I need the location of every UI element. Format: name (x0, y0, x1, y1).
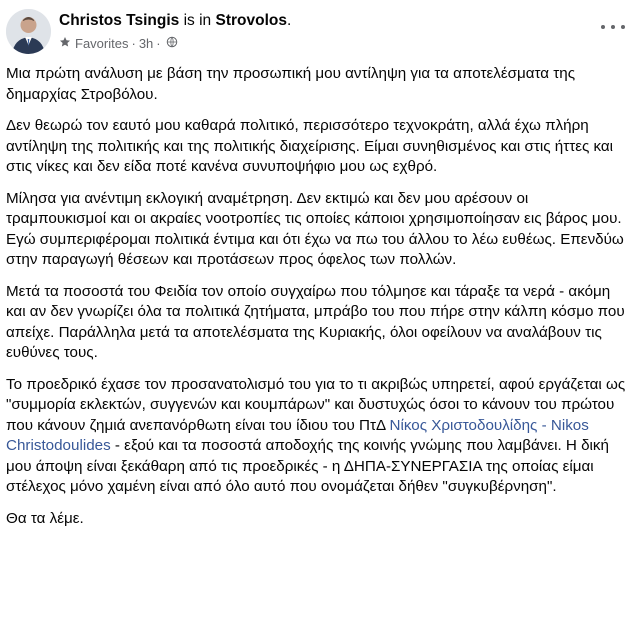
more-options-icon[interactable] (601, 19, 625, 35)
author-line (59, 11, 291, 31)
post-paragraph-5 (6, 375, 628, 498)
avatar-photo-icon (6, 9, 51, 54)
mention-link[interactable]: Νίκος Χριστοδουλίδης - Nikos Christodoulides (6, 416, 589, 454)
post-paragraph-3: Μίλησα για ανέντιμη εκλογική αναμέτρηση. Δεν εκτιμώ και δεν μου αρέσουν οι τραμπουκισμοί και οι ακραίες νοοτροπίες τις οποίες κάποιοι χρησιμοποίησαν εις βάρος μου. Εγώ συμπεριφέρομαι πολιτικά έντιμα και ότι έχω να πω του άλλου το λέω ευθέως. Επενδύω στην παραγωγή θέσεων και προτάσεων προς όφελος των πολλών. (6, 189, 624, 268)
post-paragraph-2: Δεν θεωρώ τον εαυτό μου καθαρά πολιτικό, περισσότερο τεχνοκράτη, αλλά έχω πλήρη αντίληψη της πολιτικής και της πολιτικής διαχείρισης. Είμαι συνηθισμένος και στις ήττες και στις νίκες και δεν είδα ποτέ κανένα συνυποψήφιο μου ως εχθρό. (6, 117, 614, 175)
post-paragraph-4: Μετά τα ποσοστά του Φειδία τον οποίο συγχαίρω που τόλμησε και τάραξε τα νερά - ακόμη και αν δεν γνωρίζει όλα τα πολιτικά ζητήματα, μπράβο του που πήρε στην κάλπη κόσμο που απείχε. Παράλληλα μετά τα αποτελέσματα της Κυριακής, όλοι οφείλουν να αναλάβουν τις ευθύνες τους. (6, 282, 625, 361)
avatar[interactable] (6, 9, 51, 54)
location-suffix: . (286, 12, 292, 29)
globe-icon[interactable] (166, 35, 178, 53)
is-in-text: is in (179, 12, 216, 29)
post-paragraph-1: Μια πρώτη ανάλυση με βάση την προσωπική μου αντίληψη για τα αποτελέσματα της δημαρχίας Στροβόλου. (6, 65, 576, 103)
author-name[interactable]: Christos Tsingis (59, 12, 180, 29)
post-time[interactable]: 3h (138, 36, 154, 51)
post-meta (59, 35, 178, 53)
audience-label[interactable]: Favorites (75, 36, 129, 51)
post-header (6, 9, 631, 61)
star-icon (59, 35, 71, 53)
paragraph-5-text-after: - εξού και τα ποσοστά αποδοχής της κοινής γνώμης που λαμβάνει. Η δική μου άποψη είναι ξεκάθαρη από τις προεδρικές - η ΔΗΠΑ-ΣΥΝΕΡΓΑΣΙΑ της οποίας είμαι στέλεχος μόνο χαμένη είναι από όλο αυτό που ονομάζεται δήθεν "συγκυβέρνηση". (6, 437, 609, 495)
post-paragraph-6: Θα τα λέμε. (6, 509, 84, 527)
meta-separator-2: · (156, 36, 161, 51)
paragraph-5-text-before: Το προεδρικό έχασε τον προσανατολισμό του για το τι ακριβώς υπηρετεί, αφού εργάζεται ως "συμμορία εκλεκτών, συγγενών και κουμπάρων" και δυστυχώς όσοι το κάνουν του πρώτου που κάνουν ζημιά ανεπανόρθωτη είναι του ίδιου του ΠτΔ (6, 375, 626, 434)
meta-separator: · (131, 36, 136, 51)
location-link[interactable]: Strovolos (215, 12, 287, 29)
post-body (6, 64, 628, 540)
